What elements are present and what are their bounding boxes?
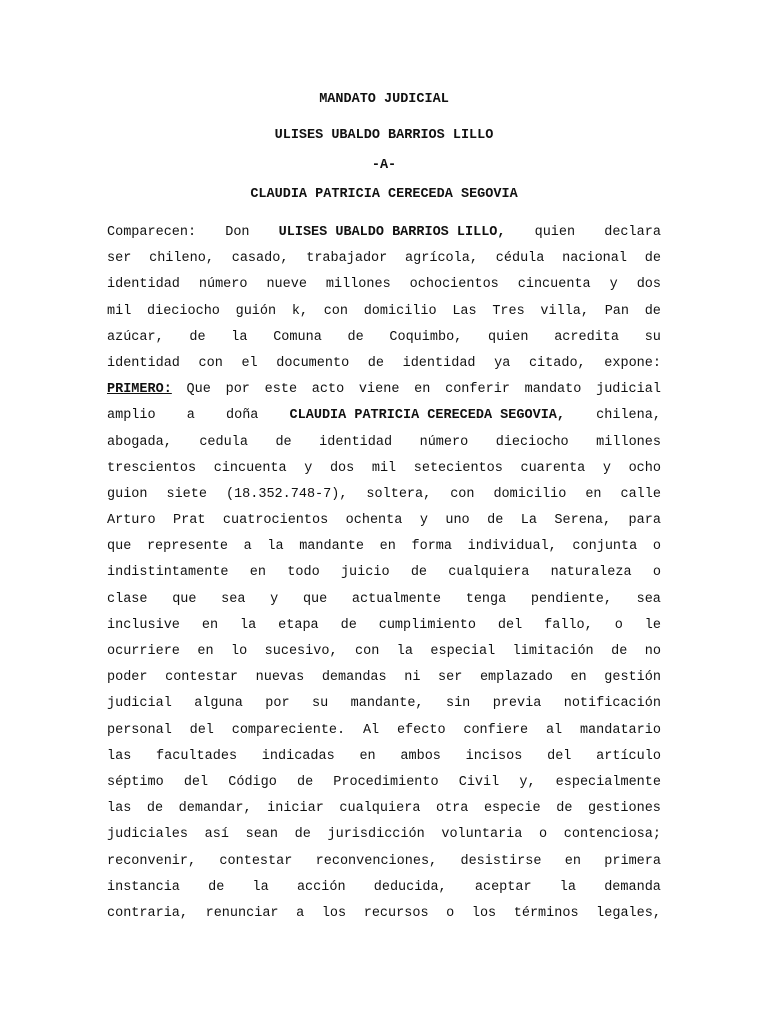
body-line	[107, 560, 661, 586]
body-word: casado,	[231, 251, 289, 267]
body-word: poder	[107, 670, 148, 686]
body-word: Que	[186, 382, 211, 398]
body-word: ochenta	[345, 513, 403, 529]
body-word: deducida,	[373, 879, 447, 895]
body-word: mil	[371, 460, 397, 476]
body-word: Código	[228, 774, 277, 790]
body-word: guion	[107, 486, 148, 502]
body-word: no	[644, 644, 661, 659]
body-word: quien	[487, 329, 529, 345]
body-line	[107, 377, 661, 403]
body-word: dieciocho	[147, 303, 220, 319]
body-word: de	[347, 329, 364, 345]
body-line	[107, 456, 661, 482]
body-word: Don	[225, 225, 250, 240]
body-word: y,	[519, 774, 536, 790]
body-word: Procedimiento	[333, 774, 439, 790]
body-word: domicilio	[363, 303, 437, 319]
body-word: cincuenta	[213, 460, 287, 476]
body-word: naturaleza	[550, 565, 632, 581]
body-word: Coquimbo,	[389, 329, 463, 345]
body-word: cuarenta	[520, 460, 586, 476]
body-word: número	[198, 277, 248, 293]
body-word: de	[644, 303, 661, 319]
body-word: iniciar	[267, 801, 324, 817]
body-word: contenciosa;	[563, 827, 661, 843]
body-word: le	[644, 617, 661, 633]
body-word: primera	[604, 853, 661, 869]
body-word: inclusive	[107, 617, 180, 633]
body-word: o	[652, 565, 661, 581]
body-word: ambos	[400, 748, 441, 764]
body-word: confiere	[463, 722, 529, 738]
body-word: expone:	[604, 355, 661, 371]
body-word: y	[270, 591, 279, 607]
body-word: o	[446, 905, 455, 921]
body-word: alguna	[194, 696, 243, 712]
body-word: domicilio	[493, 486, 567, 502]
body-word: represente	[146, 539, 228, 555]
body-word: mandatario	[579, 722, 661, 738]
body-line	[107, 587, 661, 613]
body-word: en	[197, 644, 214, 659]
body-line	[107, 220, 661, 246]
body-word: reconvenciones,	[315, 853, 438, 869]
body-word: CLAUDIA PATRICIA CERECEDA SEGOVIA,	[289, 408, 565, 424]
body-word: gestiones	[588, 801, 661, 817]
body-word: ocho	[628, 460, 661, 476]
body-word: legales,	[596, 905, 661, 921]
body-line	[107, 901, 661, 927]
principal-name: ULISES UBALDO BARRIOS LILLO	[274, 128, 494, 143]
body-word: los	[321, 905, 347, 921]
document-title: MANDATO JUDICIAL	[319, 92, 449, 107]
body-word: aceptar	[474, 879, 532, 895]
body-word: facultades	[156, 748, 238, 764]
body-word: su	[644, 329, 661, 345]
body-word: de	[296, 774, 314, 790]
body-word: Comparecen:	[107, 225, 197, 240]
body-word: en	[564, 853, 581, 869]
body-word: del	[497, 617, 523, 633]
body-line	[107, 849, 661, 875]
body-word: individual,	[467, 539, 557, 555]
body-word: tenga	[465, 591, 507, 607]
body-line	[107, 246, 661, 272]
body-word: Comuna	[273, 329, 322, 345]
body-word: identidad	[319, 434, 393, 450]
body-word: ocurriere	[107, 644, 180, 659]
body-word: para	[628, 513, 661, 529]
body-word: con	[355, 644, 380, 659]
body-word: viene	[358, 382, 400, 398]
body-word: citado,	[528, 355, 586, 371]
body-word: forma	[411, 539, 453, 555]
body-word: sean	[245, 827, 279, 843]
body-word: dieciocho	[495, 434, 569, 450]
body-word: abogada,	[107, 434, 172, 450]
body-word: declara	[604, 225, 661, 240]
body-word: el	[241, 355, 258, 371]
body-line	[107, 691, 661, 717]
body-word: de	[367, 355, 384, 371]
body-word: séptimo	[107, 774, 164, 790]
body-word: Serena,	[554, 513, 612, 529]
body-word: emplazado	[479, 670, 553, 686]
body-line	[107, 299, 661, 325]
body-word: de	[410, 565, 428, 581]
body-word: mandato	[524, 382, 582, 398]
body-word: a	[243, 539, 252, 555]
body-word: recursos	[363, 905, 429, 921]
body-word: incisos	[465, 748, 523, 764]
party-separator: -A-	[371, 158, 397, 173]
body-word: villa,	[540, 303, 590, 319]
body-word: Las	[452, 303, 477, 319]
body-line	[107, 430, 661, 456]
body-word: de	[208, 879, 225, 895]
body-line	[107, 796, 661, 822]
body-word: de	[644, 251, 661, 267]
body-word: sea	[221, 591, 246, 607]
body-word: así	[204, 827, 229, 843]
body-word: la	[240, 617, 257, 633]
body-word: y	[419, 513, 428, 529]
body-word: cédula	[495, 251, 545, 267]
body-word: jurisdicción	[327, 827, 425, 843]
body-word: soltera,	[366, 486, 432, 502]
body-word: contestar	[219, 853, 293, 869]
body-word: demandar,	[178, 801, 252, 817]
body-word: identidad	[107, 355, 180, 371]
body-word: chilena,	[596, 408, 661, 424]
body-line	[107, 875, 661, 901]
body-word: términos	[513, 905, 579, 921]
body-word: cualquiera	[448, 565, 530, 581]
body-word: de	[189, 329, 206, 345]
body-word: con	[450, 486, 475, 502]
body-word: voluntaria	[441, 827, 523, 843]
body-word: limitación	[512, 644, 594, 659]
body-word: este	[264, 382, 298, 398]
body-word: mandante,	[350, 696, 424, 712]
body-word: ser	[107, 251, 132, 267]
body-word: demanda	[604, 879, 661, 895]
body-line	[107, 822, 661, 848]
body-word: artículo	[596, 748, 661, 764]
body-word: la	[559, 879, 576, 895]
body-word: judicial	[107, 696, 172, 712]
body-word: Al	[362, 722, 380, 738]
body-word: su	[312, 696, 329, 712]
body-word: indistintamente	[107, 565, 229, 581]
body-word: de	[275, 434, 292, 450]
body-word: de	[487, 513, 504, 529]
body-word: cumplimiento	[378, 617, 476, 633]
body-line	[107, 325, 661, 351]
body-word: las	[107, 801, 132, 817]
body-word: o	[539, 827, 548, 843]
body-word: trabajador	[306, 251, 388, 267]
body-word: documento	[276, 355, 350, 371]
body-word: conferir	[445, 382, 510, 398]
body-word: de	[611, 644, 628, 659]
body-word: la	[252, 879, 269, 895]
body-word: o	[652, 539, 661, 555]
body-word: del	[183, 774, 209, 790]
body-word: doña	[226, 408, 259, 424]
body-word: al	[545, 722, 563, 738]
body-word: que	[172, 591, 197, 607]
body-word: acto	[311, 382, 345, 398]
mandate-body	[107, 220, 661, 927]
body-word: fallo,	[544, 617, 593, 633]
body-word: agrícola,	[405, 251, 478, 267]
body-line	[107, 403, 661, 429]
body-word: clase	[107, 591, 148, 607]
body-word: siete	[166, 486, 207, 502]
body-word: lo	[231, 644, 248, 659]
body-word: en	[570, 670, 587, 686]
body-word: demandas	[321, 670, 387, 686]
body-line	[107, 534, 661, 560]
body-word: reconvenir,	[107, 853, 197, 869]
body-line	[107, 718, 661, 744]
agent-name: CLAUDIA PATRICIA CERECEDA SEGOVIA	[250, 187, 518, 202]
body-word: contestar	[165, 670, 239, 686]
body-word: Pan	[604, 303, 630, 319]
body-word: compareciente.	[231, 722, 346, 738]
body-word: nacional	[562, 251, 627, 267]
body-word: mil	[107, 303, 132, 319]
body-word: identidad	[402, 355, 476, 371]
body-word: juicio	[340, 565, 390, 581]
body-line	[107, 272, 661, 298]
body-word: otra	[435, 801, 469, 817]
body-word: identidad	[107, 277, 180, 293]
body-word: las	[107, 748, 132, 764]
body-word: gestión	[604, 670, 661, 686]
body-line	[107, 639, 661, 665]
body-word: ni	[404, 670, 421, 686]
body-word: ya	[494, 355, 511, 371]
body-line	[107, 665, 661, 691]
body-word: cincuenta	[517, 277, 591, 293]
body-word: todo	[287, 565, 320, 581]
body-word: ULISES UBALDO BARRIOS LILLO,	[278, 225, 506, 240]
body-word: acción	[296, 879, 346, 895]
body-word: cedula	[199, 434, 248, 450]
body-word: la	[267, 539, 284, 555]
body-word: Civil	[458, 774, 500, 790]
body-word: la	[396, 644, 413, 659]
body-word: desistirse	[460, 853, 542, 869]
body-word: mandante	[299, 539, 365, 555]
body-word: la	[231, 329, 248, 345]
body-word: por	[265, 696, 290, 712]
body-word: quien	[534, 225, 576, 240]
body-word: judiciales	[107, 827, 189, 843]
body-word: previa	[492, 696, 542, 712]
body-word: cualquiera	[339, 801, 421, 817]
body-word: en	[359, 748, 376, 764]
body-word: en	[201, 617, 219, 633]
body-word: millones	[596, 434, 661, 450]
body-word: a	[186, 408, 195, 424]
body-word: especial	[430, 644, 496, 659]
body-word: personal	[107, 722, 172, 738]
body-word: con	[323, 303, 349, 319]
body-word: acredita	[554, 329, 619, 345]
body-word: de	[294, 827, 311, 843]
body-word: sucesivo,	[264, 644, 338, 659]
body-word: los	[471, 905, 497, 921]
body-word: en	[249, 565, 266, 581]
body-word: ochocientos	[409, 277, 499, 293]
body-word: notificación	[563, 696, 661, 712]
body-line	[107, 770, 661, 796]
body-word: millones	[325, 277, 391, 293]
body-line	[107, 351, 661, 377]
body-word: y	[602, 460, 611, 476]
body-word: contraria,	[107, 905, 189, 921]
body-word: amplio	[107, 408, 156, 424]
body-word: setecientos	[413, 460, 503, 476]
body-word: (18.352.748-7),	[225, 486, 348, 502]
body-word: conjunta	[572, 539, 638, 555]
body-line	[107, 508, 661, 534]
body-word: uno	[445, 513, 470, 529]
body-word: a	[296, 905, 305, 921]
body-word: número	[419, 434, 469, 450]
body-word: indicadas	[261, 748, 335, 764]
body-word: sea	[636, 591, 661, 607]
body-word: por	[225, 382, 250, 398]
body-word: cuatrocientos	[222, 513, 329, 529]
body-word: especialmente	[555, 774, 661, 790]
body-word: sin	[445, 696, 471, 712]
body-word: Tres	[492, 303, 525, 319]
body-word: nueve	[266, 277, 307, 293]
body-word: Prat	[173, 513, 206, 529]
body-word: guión	[235, 303, 277, 319]
body-word: que	[107, 539, 132, 555]
body-word: en	[414, 382, 431, 398]
body-word: en	[379, 539, 396, 555]
body-word: en	[585, 486, 602, 502]
body-word: k,	[291, 303, 309, 319]
body-word: de	[146, 801, 164, 817]
body-word: calle	[620, 486, 661, 502]
body-line	[107, 613, 661, 639]
body-word: renunciar	[205, 905, 279, 921]
body-word: especie	[483, 801, 541, 817]
body-word: La	[520, 513, 537, 529]
body-word: instancia	[107, 879, 180, 895]
body-word: trescientos	[107, 460, 197, 476]
body-word: que	[302, 591, 328, 607]
body-word: nuevas	[255, 670, 305, 686]
body-word: o	[614, 617, 623, 633]
body-word: del	[547, 748, 572, 764]
body-word: ser	[438, 670, 463, 686]
body-word: azúcar,	[107, 329, 164, 345]
body-word: y	[304, 460, 313, 476]
body-word: PRIMERO:	[107, 382, 172, 398]
body-word: judicial	[596, 382, 661, 398]
body-word: pendiente,	[530, 591, 612, 607]
body-word: de	[556, 801, 573, 817]
body-word: chileno,	[149, 251, 214, 267]
body-word: y	[609, 277, 618, 293]
body-word: del	[189, 722, 214, 738]
body-word: de	[340, 617, 357, 633]
body-word: dos	[636, 277, 661, 293]
body-word: con	[198, 355, 223, 371]
body-line	[107, 744, 661, 770]
body-line	[107, 482, 661, 508]
body-word: dos	[329, 460, 355, 476]
body-word: actualmente	[351, 591, 442, 607]
body-word: efecto	[396, 722, 446, 738]
body-word: Arturo	[107, 513, 156, 529]
body-word: etapa	[278, 617, 319, 633]
